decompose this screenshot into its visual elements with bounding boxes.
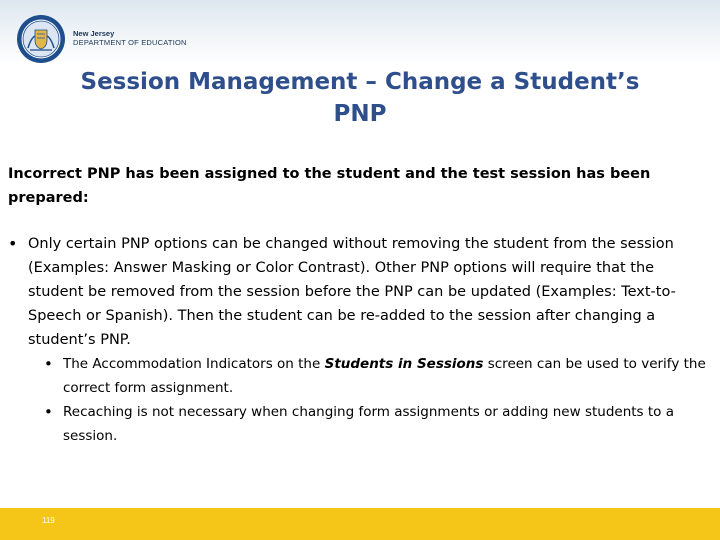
sub-bullet-emphasis: Students in Sessions <box>324 356 484 372</box>
intro-text: Incorrect PNP has been assigned to the student and the test session has been prepared: <box>8 166 651 206</box>
organization-label <box>73 29 187 47</box>
bullet-item <box>8 232 708 352</box>
slide-title-line1: Session Management – Change a Student’s <box>80 69 640 95</box>
sub-bullet-text-after: screen can be used to verify the correct form assignment. <box>63 356 706 396</box>
bullet-text: Only certain PNP options can be changed without removing the student from the session (Examples: Answer Masking or Color Contrast). Other PNP options will require that the student be removed from the session before the PNP can be updated (Examples: Text-to-Speech or Spanish). Then the student can be re-added to the session after changing a student’s PNP. <box>28 236 676 348</box>
slide-body <box>8 162 708 448</box>
org-department: DEPARTMENT OF EDUCATION <box>73 38 187 47</box>
footer-bar <box>0 508 720 540</box>
sub-bullet-text-before: The Accommodation Indicators on the <box>63 356 325 372</box>
bullet-icon: • <box>44 355 53 373</box>
slide-title-line2: PNP <box>333 101 387 127</box>
sub-bullet-item <box>8 352 708 400</box>
slide-title <box>60 66 660 130</box>
org-state: New Jersey <box>73 29 115 38</box>
page-number: 119 <box>42 516 55 525</box>
bullet-icon: • <box>44 403 53 421</box>
sub-bullet-item <box>8 400 708 448</box>
nj-state-seal-icon <box>16 14 66 64</box>
bullet-icon: • <box>8 234 18 253</box>
sub-bullet-text: Recaching is not necessary when changing form assignments or adding new students to a session. <box>63 404 674 444</box>
